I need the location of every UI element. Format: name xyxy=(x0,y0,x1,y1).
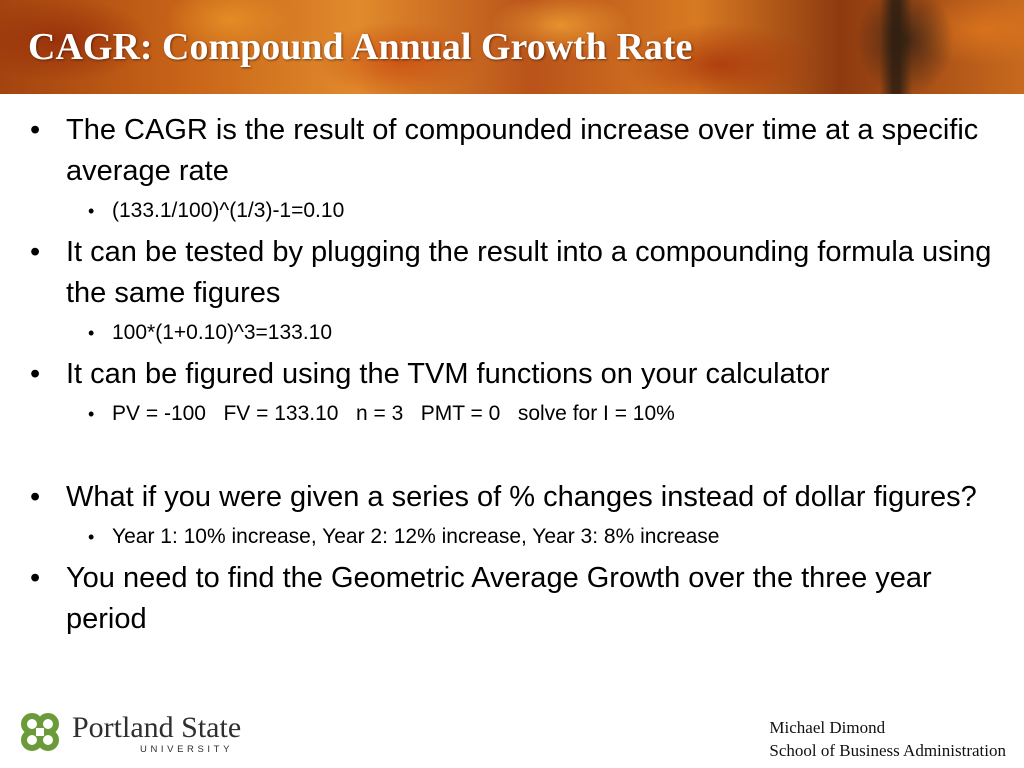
bullet-text: It can be tested by plugging the result into a compounding formula using the same figures xyxy=(66,236,992,309)
sub-bullet-list xyxy=(66,522,996,552)
sub-bullet-list xyxy=(66,399,996,429)
header-banner xyxy=(0,0,1024,94)
sub-bullet-list xyxy=(66,196,996,226)
author-name: Michael Dimond xyxy=(769,718,886,737)
sub-bullet-item: • Year 1: 10% increase, Year 2: 12% increase, Year 3: 8% increase xyxy=(66,522,996,552)
bullet-text: It can be figured using the TVM functions on your calculator xyxy=(66,358,830,390)
bullet-text: The CAGR is the result of compounded increase over time at a specific average rate xyxy=(66,114,979,187)
bullet-text: You need to find the Geometric Average Growth over the three year period xyxy=(66,562,932,635)
author-block xyxy=(769,716,1006,762)
bullet-item xyxy=(28,232,996,348)
logo-subtitle: UNIVERSITY xyxy=(140,744,234,755)
tree-trunk-decoration xyxy=(880,0,912,94)
psu-green-knot-icon xyxy=(16,708,64,756)
bullet-item xyxy=(28,558,996,640)
psu-logo xyxy=(16,708,256,758)
sub-bullet-item: • (133.1/100)^(1/3)-1=0.10 xyxy=(66,196,996,226)
author-department: School of Business Administration xyxy=(769,741,1006,760)
sub-bullet-item: • PV = -100 FV = 133.10 n = 3 PMT = 0 solve for I = 10% xyxy=(66,399,996,429)
bullet-item xyxy=(28,354,996,429)
bullet-list xyxy=(28,110,996,640)
bullet-item xyxy=(28,110,996,226)
sub-bullet-list xyxy=(66,318,996,348)
logo-wordmark: Portland State xyxy=(72,711,242,744)
bullet-item xyxy=(28,477,996,552)
slide-title: CAGR: Compound Annual Growth Rate xyxy=(28,26,693,68)
bullet-text: What if you were given a series of % changes instead of dollar figures? xyxy=(66,481,977,513)
sub-bullet-item: • 100*(1+0.10)^3=133.10 xyxy=(66,318,996,348)
